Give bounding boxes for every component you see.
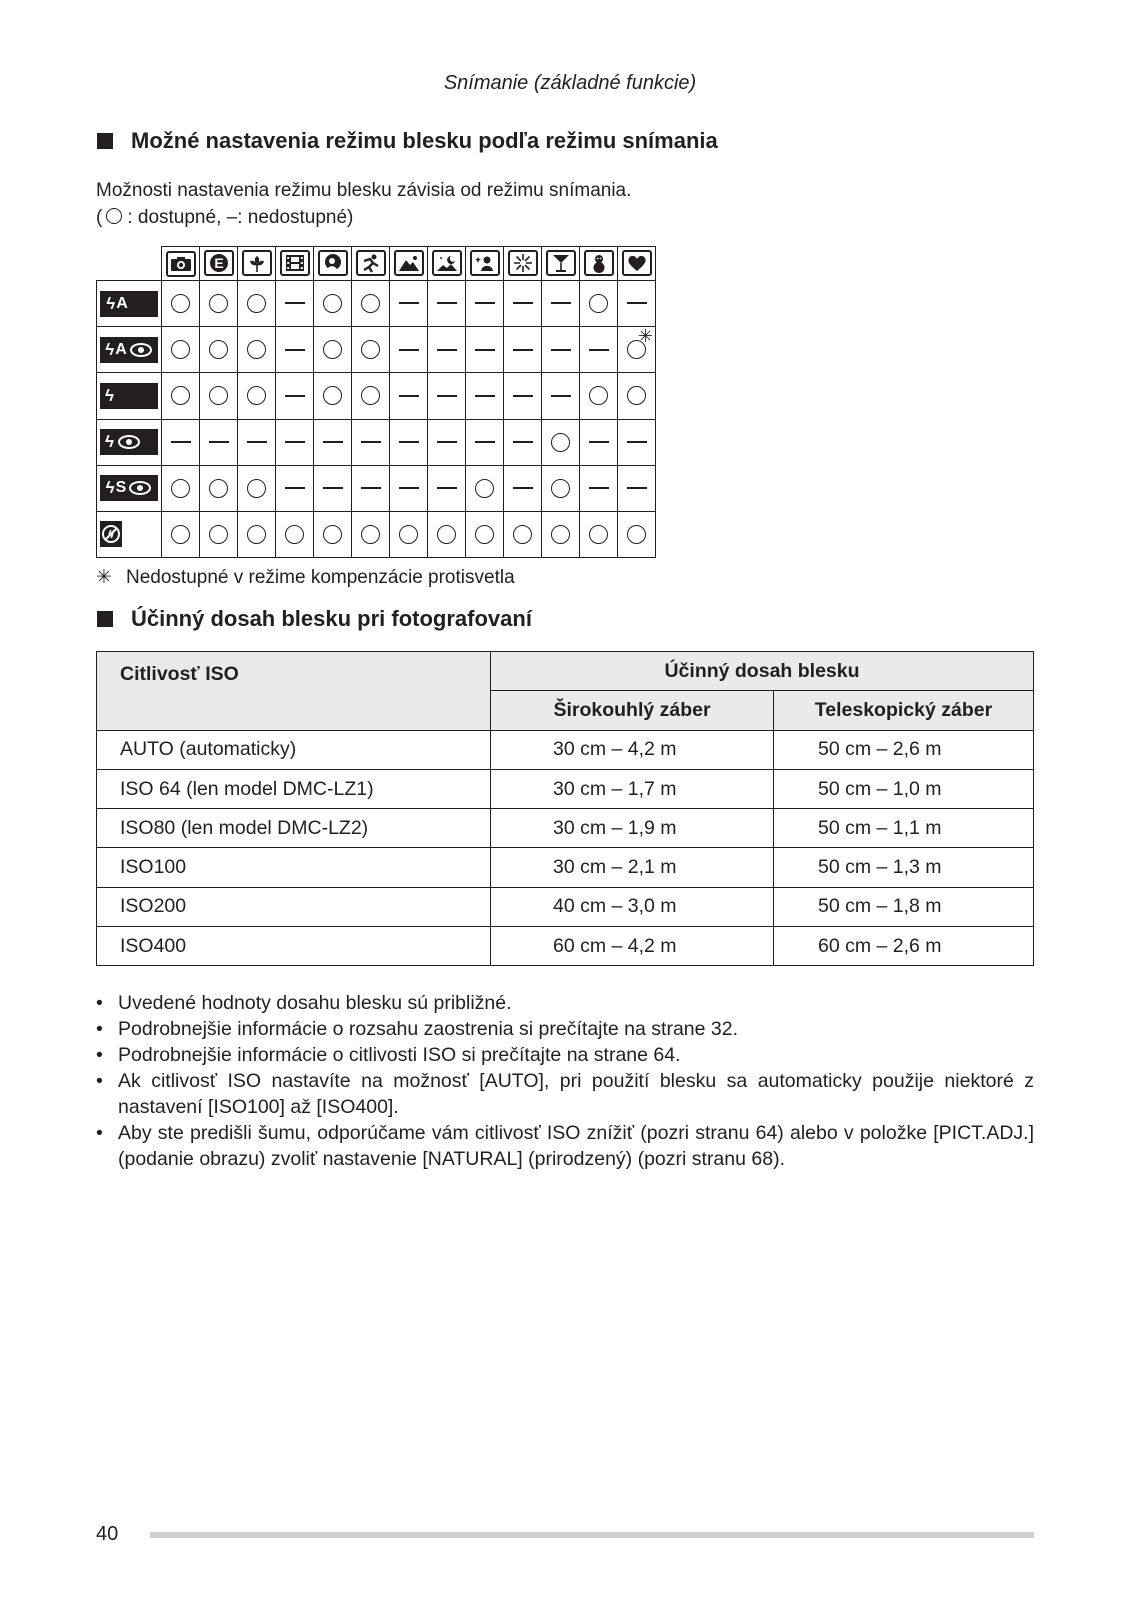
range-header-row: [97, 652, 1034, 691]
grid-cell: [580, 419, 618, 465]
flash-availability-grid: [96, 246, 656, 558]
col-range-header: Účinný dosah blesku: [491, 652, 1034, 691]
grid-cell: [352, 373, 390, 419]
grid-cell: [542, 327, 580, 373]
list-item: • Aby ste predišli šumu, odporúčame vám citlivosť ISO znížiť (pozri stranu 64) alebo v položke [PICT.ADJ.] (podanie obrazu) zvoliť nastavenie [NATURAL] (prirodzený) (pozri stranu 68).: [96, 1120, 1034, 1172]
grid-cell: [162, 327, 200, 373]
footnote-text: Nedostupné v režime kompenzácie protisvetla: [126, 567, 515, 588]
table-row: ISO400 60 cm – 4,2 m 60 cm – 2,6 m: [97, 927, 1034, 966]
motion-picture-mode-icon: [280, 250, 310, 276]
intro-line-1: Možnosti nastavenia režimu blesku závisia od režimu snímania.: [96, 180, 632, 201]
flash-forced-on-icon: ϟ: [97, 373, 162, 419]
grid-cell: [238, 511, 276, 557]
grid-cell: [314, 465, 352, 511]
fireworks-mode-icon: [508, 250, 538, 276]
mode-macro: [238, 247, 276, 281]
grid-cell: [428, 511, 466, 557]
grid-cell: [580, 465, 618, 511]
grid-cell: [314, 419, 352, 465]
mode-night-scenery: [428, 247, 466, 281]
economy-mode-icon: [204, 250, 234, 276]
grid-cell: [542, 281, 580, 327]
grid-cell: [238, 281, 276, 327]
party-mode-icon: [546, 250, 576, 276]
grid-cell: [428, 281, 466, 327]
grid-cell: [428, 327, 466, 373]
grid-cell: [314, 327, 352, 373]
grid-cell: [200, 327, 238, 373]
mode-scenery: [390, 247, 428, 281]
mode-portrait: [314, 247, 352, 281]
asterisk-icon: ✳: [96, 567, 112, 588]
grid-cell: [466, 373, 504, 419]
snow-mode-icon: [584, 250, 614, 276]
grid-cell: [352, 465, 390, 511]
mode-economy: [200, 247, 238, 281]
grid-cell: [162, 511, 200, 557]
svg-text:E: E: [213, 254, 224, 271]
grid-cell: [504, 373, 542, 419]
flash-row-forced-on: [97, 373, 656, 419]
grid-cell: [428, 419, 466, 465]
grid-cell: [466, 511, 504, 557]
grid-cell: [162, 373, 200, 419]
grid-cell: [238, 327, 276, 373]
grid-cell: [428, 465, 466, 511]
flash-slow-sync-red-eye-icon: ϟ S: [97, 465, 162, 511]
grid-cell: [162, 281, 200, 327]
grid-cell: [276, 327, 314, 373]
section-title-text: Možné nastavenia režimu blesku podľa režimu snímania: [131, 128, 718, 153]
grid-cell: [580, 281, 618, 327]
night-scenery-mode-icon: [432, 250, 462, 276]
col-tele-header: Teleskopický záber: [774, 691, 1034, 730]
camera-mode-icon: [166, 251, 196, 277]
grid-cell: [276, 419, 314, 465]
grid-cell: [466, 281, 504, 327]
col-wide-header: Širokouhlý záber: [491, 691, 774, 730]
grid-cell: [504, 327, 542, 373]
flash-forced-off-icon: [97, 511, 162, 557]
intro-line-2: ( : dostupné, –: nedostupné): [96, 207, 354, 228]
flash-row-forced-on-red-eye: [97, 419, 656, 465]
grid-cell: [466, 327, 504, 373]
list-item: • Uvedené hodnoty dosahu blesku sú približné.: [96, 990, 1034, 1016]
grid-cell: [352, 419, 390, 465]
grid-cell: [580, 511, 618, 557]
grid-cell: [314, 511, 352, 557]
scenery-mode-icon: [394, 250, 424, 276]
grid-footnote: [96, 566, 515, 589]
table-row: ISO80 (len model DMC-LZ2) 30 cm – 1,9 m 50 cm – 1,1 m: [97, 809, 1034, 848]
grid-cell: [618, 465, 656, 511]
square-bullet-icon: [97, 133, 113, 149]
notes-list: [96, 990, 1034, 1172]
grid-cell: [200, 511, 238, 557]
grid-cell: [238, 465, 276, 511]
grid-cell: [466, 465, 504, 511]
mode-sports: [352, 247, 390, 281]
mode-snow: [580, 247, 618, 281]
grid-cell: [542, 419, 580, 465]
asterisk-marker: ✳: [637, 326, 653, 347]
page-header: Snímanie (základné funkcie): [443, 72, 697, 94]
grid-cell: [504, 419, 542, 465]
grid-cell: [504, 465, 542, 511]
grid-cell: [542, 373, 580, 419]
flash-auto-red-eye-icon: ϟ A: [97, 327, 162, 373]
grid-cell: [200, 373, 238, 419]
mode-party: [542, 247, 580, 281]
grid-cell: [618, 281, 656, 327]
grid-cell: [580, 373, 618, 419]
grid-corner: [97, 247, 162, 281]
grid-cell: [390, 373, 428, 419]
intro-text: [96, 177, 631, 231]
grid-cell: [162, 465, 200, 511]
grid-cell: [504, 511, 542, 557]
mode-motion-picture: [276, 247, 314, 281]
flash-row-slow-sync-red-eye: [97, 465, 656, 511]
grid-cell: [200, 281, 238, 327]
grid-cell: [352, 281, 390, 327]
flash-row-auto: [97, 281, 656, 327]
grid-cell: [504, 281, 542, 327]
grid-cell: [390, 511, 428, 557]
grid-cell: [618, 511, 656, 557]
grid-cell: [276, 511, 314, 557]
baby-mode-icon: [622, 250, 652, 276]
grid-cell: [542, 465, 580, 511]
grid-cell: [352, 327, 390, 373]
available-circle-icon: [106, 208, 122, 224]
section-title-flash-range: [97, 606, 532, 632]
night-portrait-mode-icon: [470, 250, 500, 276]
grid-cell: [276, 373, 314, 419]
table-row: AUTO (automaticky) 30 cm – 4,2 m 50 cm – 2,6 m: [97, 730, 1034, 769]
sports-mode-icon: [356, 250, 386, 276]
section-title-text: Účinný dosah blesku pri fotografovaní: [131, 606, 532, 631]
table-row: ISO100 30 cm – 2,1 m 50 cm – 1,3 m: [97, 848, 1034, 887]
grid-cell: [466, 419, 504, 465]
grid-cell: [314, 373, 352, 419]
list-item: • Ak citlivosť ISO nastavíte na možnosť [AUTO], pri použití blesku sa automaticky použije niektoré z nastavení [ISO100] až [ISO400].: [96, 1068, 1034, 1120]
grid-cell: [618, 419, 656, 465]
grid-cell: [390, 419, 428, 465]
flash-row-forced-off: [97, 511, 656, 557]
grid-cell: [428, 373, 466, 419]
grid-cell: [238, 419, 276, 465]
grid-cell: [580, 327, 618, 373]
list-item: • Podrobnejšie informácie o rozsahu zaostrenia si prečítajte na strane 32.: [96, 1016, 1034, 1042]
grid-cell: [314, 281, 352, 327]
flash-range-table: [96, 651, 1034, 966]
mode-fireworks: [504, 247, 542, 281]
grid-cell: [276, 465, 314, 511]
mode-night-portrait: [466, 247, 504, 281]
grid-cell: [162, 419, 200, 465]
grid-cell: [542, 511, 580, 557]
flash-row-auto-red-eye: [97, 327, 656, 373]
grid-cell: [238, 373, 276, 419]
mode-baby: [618, 247, 656, 281]
grid-cell: [390, 281, 428, 327]
table-row: ISO200 40 cm – 3,0 m 50 cm – 1,8 m: [97, 887, 1034, 926]
grid-cell: [618, 373, 656, 419]
mode-normal: [162, 247, 200, 281]
flash-auto-icon: ϟ A: [97, 281, 162, 327]
flash-forced-on-red-eye-icon: ϟ: [97, 419, 162, 465]
page-number: 40: [96, 1523, 119, 1545]
list-item: • Podrobnejšie informácie o citlivosti ISO si prečítajte na strane 64.: [96, 1042, 1034, 1068]
grid-cell: [200, 419, 238, 465]
section-title-flash-modes: [97, 128, 718, 154]
grid-cell: [390, 327, 428, 373]
square-bullet-icon: [97, 611, 113, 627]
footer-rule: [150, 1532, 1034, 1538]
grid-cell: [200, 465, 238, 511]
svg-text:ϟ: ϟ: [107, 527, 115, 541]
grid-cell: [390, 465, 428, 511]
grid-cell: [352, 511, 390, 557]
mode-header-row: [97, 247, 656, 281]
grid-cell: [276, 281, 314, 327]
portrait-mode-icon: [318, 250, 348, 276]
table-row: ISO 64 (len model DMC-LZ1) 30 cm – 1,7 m 50 cm – 1,0 m: [97, 769, 1034, 808]
col-iso-header: Citlivosť ISO: [97, 652, 491, 731]
macro-mode-icon: [242, 250, 272, 276]
grid-cell: [618, 327, 656, 373]
